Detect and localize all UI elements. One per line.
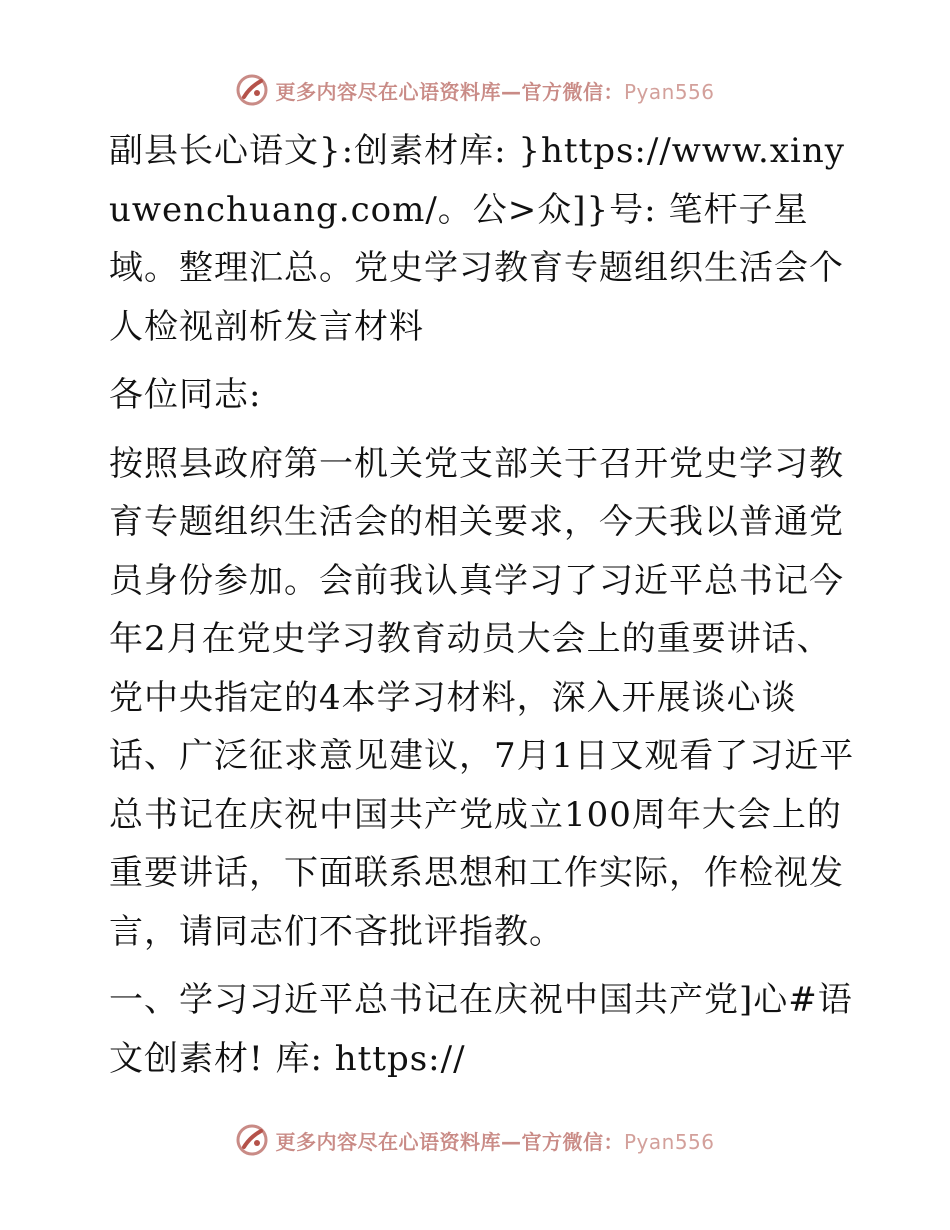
brush-seal-logo-icon bbox=[235, 1123, 269, 1157]
paragraph-section-heading: 一、学习习近平总书记在庆祝中国共产党]心#语文创素材! 库: https:// bbox=[109, 980, 853, 1079]
paragraph-intro: 副县长心语文}:创素材库: }https://www.xinyuwenchuang.com/。公>众]}号: 笔杆子星域。整理汇总。党史学习教育专题组织生活会个人检视剖析发言材料 bbox=[109, 131, 846, 347]
watermark-id: Pyan556 bbox=[623, 79, 715, 104]
document-body bbox=[97, 122, 857, 1098]
footer-watermark bbox=[0, 1120, 950, 1160]
watermark-text: 更多内容尽在心语资料库—官方微信：Pyan556 bbox=[275, 1129, 715, 1154]
paragraph-main: 按照县政府第一机关党支部关于召开党史学习教育专题组织生活会的相关要求，今天我以普通党员身份参加。会前我认真学习了习近平总书记今年2月在党史学习教育动员大会上的重要讲话、党中央指定的4本学习材料，深入开展谈心谈话、广泛征求意见建议，7月1日又观看了习近平总书记在庆祝中国共产党成立100周年大会上的重要讲话，下面联系思想和工作实际，作检视发言，请同志们不吝批评指教。 bbox=[109, 443, 855, 952]
watermark-id: Pyan556 bbox=[623, 1129, 715, 1154]
watermark-text: 更多内容尽在心语资料库—官方微信：Pyan556 bbox=[275, 79, 715, 104]
brush-seal-logo-icon bbox=[235, 73, 269, 107]
paragraph-salutation: 各位同志: bbox=[109, 375, 262, 415]
header-watermark bbox=[0, 70, 950, 110]
